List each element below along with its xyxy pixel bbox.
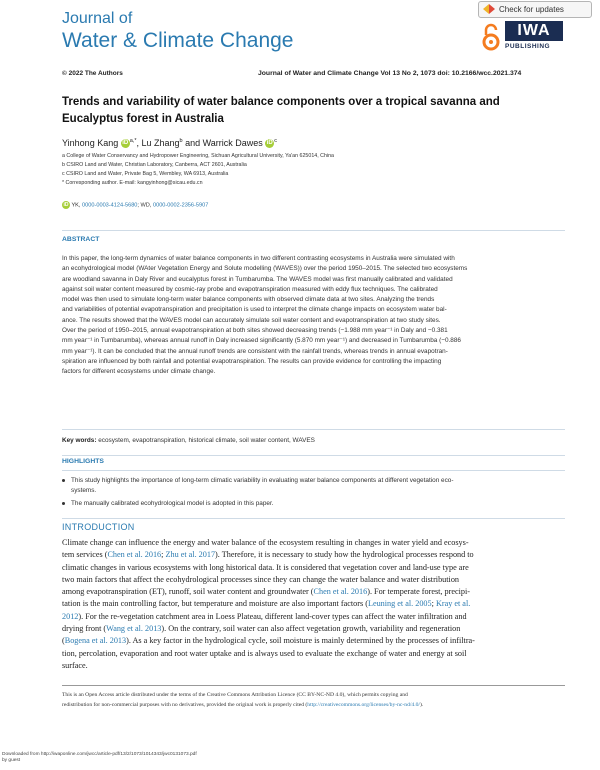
intro-line: climatic changes in various ecosystems with long historical data. It is considered that vegetation cover and land-use type are xyxy=(62,562,469,572)
abstract-line: In this paper, the long-term dynamics of water balance components in two different contrasting ecosystems in Australia were simulated with xyxy=(62,255,455,262)
open-access-icon xyxy=(481,22,501,52)
highlight-text: This study highlights the importance of long-term climatic variability in evaluating water balance components at different vegetation eco- xyxy=(71,477,454,484)
author-affiliation-sup: a,* xyxy=(129,138,137,144)
check-updates-icon xyxy=(482,3,496,16)
abstract-line: Over the period of 1950–2015, annual evapotranspiration at both sites showed decreasing trends (−1.988 mm year⁻¹ in Daly and −0.381 xyxy=(62,327,448,335)
orcid-link[interactable]: 0000-0003-4124-5680 xyxy=(82,202,138,209)
bullet-icon xyxy=(62,502,65,505)
citation-link[interactable]: Chen et al. 2016 xyxy=(107,550,162,560)
abstract-line: an ecohydrological model (WAter Vegetation Energy and Solute modelling (WAVES)) over the period 1950–2015. The selected two ecosystems xyxy=(62,265,468,273)
affiliation: c CSIRO Land and Water, Private Bag 5, Wembley, WA 6913, Australia xyxy=(62,171,229,177)
highlights-heading: HIGHLIGHTS xyxy=(62,458,104,465)
introduction-heading: INTRODUCTION xyxy=(62,522,135,532)
author-affiliation-sup: c xyxy=(274,138,278,144)
iwa-logo: IWA xyxy=(505,21,563,41)
intro-line: among evapotranspiration (ET), runoff, soil water content and groundwater (Chen et al. 2016). For temperate forest, precipi- xyxy=(62,587,470,597)
citation-link[interactable]: Leuning et al. 2005 xyxy=(367,599,432,609)
license-link[interactable]: http://creativecommons.org/licenses/by-nc-nd/4.0/ xyxy=(307,701,420,708)
author-name: Yinhong Kang xyxy=(62,138,119,148)
author-affiliation-sup: b xyxy=(179,138,183,144)
license-line: redistribution for non-commercial purposes with no derivatives, provided the original work is properly cited (http://creativecommons.org/licenses/by-nc-nd/4.0/). xyxy=(62,701,424,708)
divider xyxy=(62,429,565,430)
abstract-line: factors for different ecosystems under climate change. xyxy=(62,368,216,376)
affiliation: b CSIRO Land and Water, Christian Laboratory, Canberra, ACT 2601, Australia xyxy=(62,162,247,168)
download-line: by guest xyxy=(2,758,21,763)
abstract-line: ance. The results showed that the WAVES model can accurately simulate soil water content and evapotranspiration at two study sites. xyxy=(62,316,441,324)
author-name: , Lu Zhang xyxy=(136,138,180,148)
keywords xyxy=(62,437,315,444)
abstract-heading: ABSTRACT xyxy=(62,236,100,243)
title-line: Trends and variability of water balance components over a tropical savanna and xyxy=(62,96,500,108)
citation-link[interactable]: Kray et al. xyxy=(435,599,471,609)
title-line: Eucalyptus forest in Australia xyxy=(62,113,224,125)
citation: Journal of Water and Climate Change Vol 13 No 2, 1073 doi: 10.2166/wcc.2021.374 xyxy=(258,70,522,77)
journal-title-line2: Water & Climate Change xyxy=(62,29,294,52)
download-line: Downloaded from http://iwaponline.com/jwcc/article-pdf/13/2/1073/1014343/jwc0131073.pdf xyxy=(2,752,197,757)
license-text xyxy=(62,691,563,710)
download-note xyxy=(2,752,197,764)
copyright: © 2022 The Authors xyxy=(62,70,123,77)
highlight-text: systems. xyxy=(71,487,97,495)
author-name: and Warrick Dawes xyxy=(182,138,263,148)
keywords-label: Key words: xyxy=(62,437,97,444)
abstract-line: spiration are influenced by both rainfall and potential evapotranspiration. The results can provide evidence for controlling the impacting xyxy=(62,357,442,365)
check-for-updates-button[interactable] xyxy=(478,1,592,18)
orcid-label: ; WD, xyxy=(137,202,152,209)
divider xyxy=(62,455,565,456)
license-line: This is an Open Access article distributed under the terms of the Creative Commons Attribution Licence (CC BY-NC-ND 4.0), which permits copying and xyxy=(62,692,408,698)
divider xyxy=(62,230,565,231)
intro-line: tion, percolation, evaporation and root water uptake and is always used to evaluate the exchange of water and energy at soil xyxy=(62,648,467,658)
abstract-line: against soil water content measured by cosmic-ray probe and evapotranspiration measured with eddy flux techniques. The calibrated xyxy=(62,285,438,293)
orcid-icon: iD xyxy=(63,202,69,208)
corresponding-author: * Corresponding author. E-mail: kangyinhong@sicau.edu.cn xyxy=(62,180,203,186)
orcid-line xyxy=(62,201,208,209)
abstract-text xyxy=(62,254,559,378)
intro-line: (Bogena et al. 2013). As a key factor in the hydrological cycle, soil moisture is mainly determined by the processes of infiltra- xyxy=(62,636,475,646)
author-list xyxy=(62,138,277,148)
journal-title-line1: Journal of xyxy=(62,10,133,27)
intro-line: tation is the main controlling factor, but temperature and moisture are also important factors (Leuning et al. 2005; Kray et al. xyxy=(62,599,471,609)
intro-line: 2012). For the re-vegetation catchment area in Loess Plateau, different land-cover types can affect the water infiltration and xyxy=(62,611,467,621)
publisher-subtitle: PUBLISHING xyxy=(505,43,551,50)
intro-line: two main factors that affect the ecohydrological processes since they can change the water balance and water distribution xyxy=(62,574,460,584)
intro-line: drying front (Wang et al. 2013). On the contrary, soil water can also affect vegetation growth, variability and regeneration xyxy=(62,624,461,634)
citation-link[interactable]: Bogena et al. 2013 xyxy=(64,636,127,646)
orcid-link[interactable]: 0000-0002-2356-5907 xyxy=(152,202,209,209)
abstract-line: mm year⁻¹). It can be concluded that the annual runoff trends are consistent with the rainfall trends, whereas trends in annual evapotran- xyxy=(62,347,448,355)
citation-link[interactable]: Wang et al. 2013 xyxy=(106,624,162,634)
highlight-item xyxy=(62,476,559,497)
check-for-updates-label: Check for updates xyxy=(499,5,564,14)
divider xyxy=(62,470,565,471)
intro-line: tem services (Chen et al. 2016; Zhu et al. 2017). Therefore, it is necessary to study how the hydrological processes respond to xyxy=(62,550,474,560)
divider xyxy=(62,518,565,519)
citation-link[interactable]: 2012 xyxy=(62,611,79,621)
intro-line: Climate change can influence the energy and water balance of the ecosystem resulting in changes in water yield and ecosys- xyxy=(62,538,469,547)
orcid-icon[interactable]: iD xyxy=(266,140,273,147)
bullet-icon xyxy=(62,479,65,482)
highlight-item xyxy=(62,499,559,509)
keywords-text: ecosystem, evapotranspiration, historical climate, soil water content, WAVES xyxy=(96,437,315,444)
divider xyxy=(62,685,565,686)
abstract-line: and variabilities of potential evapotranspiration and precipitation is used to interpret the climate change impacts on ecosystem water bal- xyxy=(62,306,447,314)
abstract-line: model was then used to simulate long-term water balance components with observed climate data at two sites. Analyzing the trends xyxy=(62,296,435,304)
orcid-label: YK, xyxy=(71,202,81,209)
orcid-icon[interactable]: iD xyxy=(122,140,129,147)
citation-link[interactable]: Zhu et al. 2017 xyxy=(165,550,216,560)
intro-line: surface. xyxy=(62,660,88,670)
abstract-line: mm year⁻¹ in Tumbarumba), whereas annual runoff in Daly increased significantly (5.870 mm year⁻¹) and decreased in Tumbarumba (−0.886 xyxy=(62,337,461,345)
abstract-line: are woodland savanna in Daly River and eucalyptus forest in Tumbarumba. The WAVES model was first manually calibrated and validated xyxy=(62,275,453,283)
citation-link[interactable]: Chen et al. 2016 xyxy=(313,587,368,597)
affiliation: a College of Water Conservancy and Hydropower Engineering, Sichuan Agricultural University, Ya'an 625014, China xyxy=(62,153,334,159)
article-title xyxy=(62,94,532,128)
introduction-text xyxy=(62,537,563,672)
highlight-text: The manually calibrated ecohydrological model is adopted in this paper. xyxy=(71,500,274,507)
